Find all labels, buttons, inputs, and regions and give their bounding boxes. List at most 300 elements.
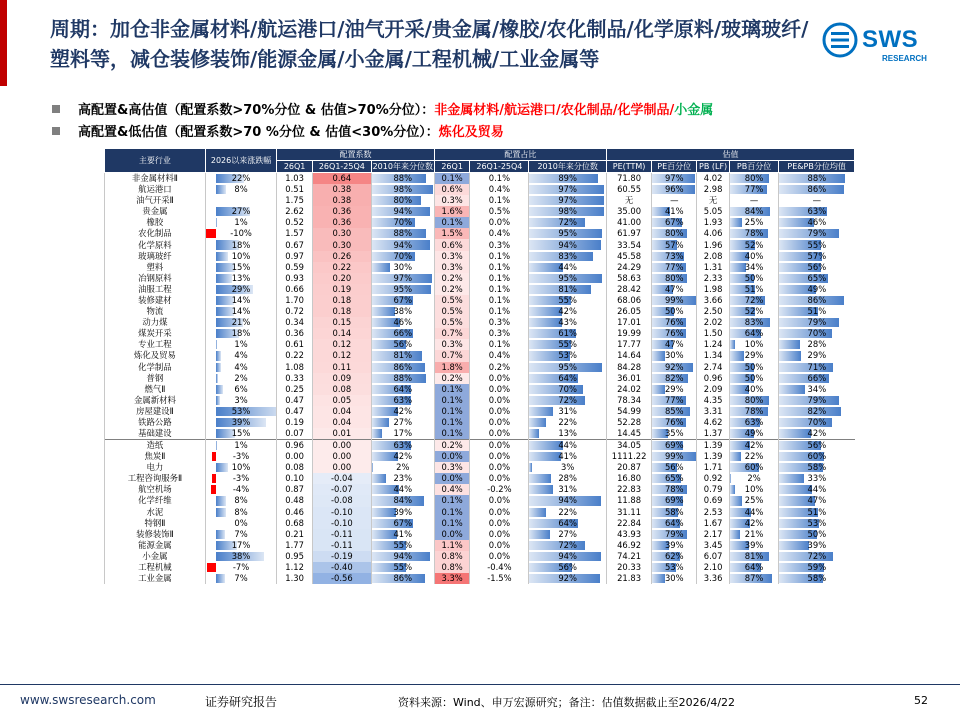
percentile-bar (372, 474, 386, 483)
table-row (105, 228, 855, 239)
cell-value: -10% (230, 228, 252, 239)
cell-value: 0.34 (285, 317, 304, 328)
table-cell (652, 339, 697, 350)
table-cell (470, 573, 529, 584)
cell-value: 52% (744, 306, 764, 317)
cell-value: 36.01 (617, 372, 642, 383)
percentile-bar (529, 307, 561, 316)
cell-value: 11.88 (617, 495, 642, 506)
table-cell (371, 362, 434, 373)
table-cell (277, 562, 313, 573)
cell-value: 0.48 (285, 495, 304, 506)
cell-value: 1.37 (703, 428, 723, 439)
table-cell (277, 484, 313, 495)
table-cell (607, 206, 652, 217)
bullet-red-text: 炼化及贸易 (438, 125, 504, 140)
cell-value: 2.62 (285, 206, 304, 217)
table-cell (652, 440, 697, 452)
subheader-col-10: PE&PB分位均值 (779, 161, 855, 173)
cell-value: 82% (807, 405, 827, 416)
table-cell (729, 339, 778, 350)
cell-value: -0.07 (331, 484, 353, 495)
table-cell (652, 473, 697, 484)
table-cell (779, 295, 855, 306)
cell-value: 95% (558, 272, 577, 283)
table-cell (205, 251, 276, 262)
cell-value: 1.39 (703, 440, 723, 451)
cell-value: 2.98 (703, 184, 723, 195)
table-cell (779, 573, 855, 584)
table-cell (652, 362, 697, 373)
cell-value: 95% (558, 228, 577, 239)
percentile-bar (730, 485, 735, 494)
table-cell (729, 551, 778, 562)
table-cell (697, 339, 730, 350)
table-cell (277, 507, 313, 518)
table-cell (277, 495, 313, 506)
cell-value: 0.0% (488, 550, 511, 561)
table-cell (652, 428, 697, 440)
cell-value: 焦炭Ⅱ (144, 451, 166, 462)
industry-name (105, 339, 206, 350)
table-row (105, 251, 855, 262)
table-cell (434, 317, 470, 328)
table-cell (729, 395, 778, 406)
cell-value: 0.36 (332, 217, 352, 228)
table-cell (371, 339, 434, 350)
table-cell (312, 295, 371, 306)
table-cell (205, 495, 276, 506)
table-row (105, 328, 855, 339)
table-cell (779, 440, 855, 452)
table-cell (779, 451, 855, 462)
table-cell (779, 406, 855, 417)
table-cell (312, 417, 371, 428)
ytd-bar (216, 530, 225, 539)
cell-value: 0.5% (441, 294, 463, 305)
table-cell (779, 262, 855, 273)
cell-value: 化学原料 (138, 239, 172, 250)
cell-value: 0.1% (441, 428, 463, 439)
table-row (105, 195, 855, 206)
table-cell (434, 451, 470, 462)
cell-value: 14.45 (617, 428, 642, 439)
cell-value: 70% (558, 383, 577, 394)
table-cell (470, 507, 529, 518)
table-cell (371, 228, 434, 239)
cell-value: 21% (744, 528, 764, 539)
cell-value: 25% (744, 495, 764, 506)
table-cell (607, 462, 652, 473)
cell-value: 物流 (146, 306, 164, 317)
cell-value: 50% (744, 361, 764, 372)
table-cell (652, 462, 697, 473)
table-cell (529, 518, 607, 529)
cell-value: 0.18 (332, 294, 352, 305)
table-cell (529, 184, 607, 195)
cell-value: 0.1% (488, 283, 511, 294)
table-cell (277, 518, 313, 529)
percentile-bar (529, 429, 539, 438)
cell-value: 71% (807, 361, 827, 372)
table-cell (470, 562, 529, 573)
cell-value: 3.45 (703, 539, 723, 550)
cell-value: 42% (807, 428, 827, 439)
table-cell (277, 462, 313, 473)
cell-value: 0.2% (441, 272, 463, 283)
cell-value: 0.4% (488, 350, 511, 361)
table-cell (779, 228, 855, 239)
cell-value: 79% (807, 394, 827, 405)
table-cell (371, 317, 434, 328)
bullet-high-low (52, 124, 504, 142)
table-cell (277, 239, 313, 250)
table-cell (371, 273, 434, 284)
industry-name (105, 495, 206, 506)
cell-value: 44% (744, 506, 764, 517)
table-cell (277, 551, 313, 562)
table-cell (652, 484, 697, 495)
header-industry: 主要行业 (105, 149, 206, 173)
table-cell (470, 195, 529, 206)
cell-value: 22.83 (617, 484, 642, 495)
table-cell (779, 540, 855, 551)
table-cell (277, 440, 313, 452)
percentile-bar (529, 485, 553, 494)
table-cell (312, 206, 371, 217)
table-cell (529, 562, 607, 573)
cell-value: 63% (744, 417, 764, 428)
cell-value: 0.46 (285, 506, 304, 517)
table-cell (371, 540, 434, 551)
cell-value: 50% (664, 306, 684, 317)
table-cell (697, 317, 730, 328)
industry-name (105, 462, 206, 473)
cell-value: 化学制品 (138, 361, 172, 372)
table-cell (652, 373, 697, 384)
cell-value: 煤炭开采 (138, 328, 172, 339)
table-row (105, 529, 855, 540)
cell-value: 无 (708, 195, 718, 206)
table-cell (697, 551, 730, 562)
cell-value: 26.05 (617, 306, 642, 317)
table-cell (434, 262, 470, 273)
table-cell (277, 262, 313, 273)
cell-value: 53% (558, 350, 577, 361)
table-cell (529, 573, 607, 584)
ytd-bar (216, 385, 224, 394)
cell-value: 98% (558, 206, 577, 217)
cell-value: 0.92 (703, 473, 723, 484)
table-cell (779, 551, 855, 562)
cell-value: — (670, 195, 679, 206)
percentile-bar (652, 351, 665, 360)
table-cell (652, 173, 697, 185)
cell-value: 89% (558, 173, 577, 183)
cell-value: 0.6% (441, 239, 463, 250)
table-cell (652, 406, 697, 417)
table-cell (277, 350, 313, 361)
table-cell (607, 428, 652, 440)
bullet-green-text: 小金属 (674, 103, 714, 118)
cell-value: 0.12 (332, 350, 352, 361)
table-cell (312, 406, 371, 417)
cell-value: 15% (231, 428, 251, 439)
cell-value: 2.09 (703, 383, 723, 394)
table-cell (652, 562, 697, 573)
table-cell (729, 251, 778, 262)
cell-value: 0.1% (488, 173, 511, 183)
cell-value: 72% (558, 394, 577, 405)
table-cell (470, 384, 529, 395)
cell-value: 73% (664, 250, 684, 261)
cell-value: 42% (393, 405, 413, 416)
table-cell (205, 173, 276, 185)
cell-value: 航运港口 (138, 184, 172, 195)
cell-value: 动力煤 (142, 317, 168, 328)
percentile-bar (372, 263, 391, 272)
cell-value: 0.01 (332, 428, 352, 439)
table-cell (779, 195, 855, 206)
cell-value: 10% (231, 462, 251, 473)
cell-value: — (749, 195, 759, 206)
cell-value: 特钢Ⅱ (144, 517, 166, 528)
cell-value: 97% (393, 272, 413, 283)
table-cell (729, 428, 778, 440)
cell-value: 0.79 (703, 484, 723, 495)
cell-value: 50% (744, 372, 764, 383)
table-cell (312, 217, 371, 228)
cell-value: 42% (744, 440, 764, 451)
table-cell (607, 251, 652, 262)
table-cell (729, 529, 778, 540)
cell-value: 1.5% (441, 228, 463, 239)
cell-value: 41% (558, 451, 577, 462)
title-accent-bar (0, 0, 7, 86)
cell-value: 88% (393, 228, 413, 239)
cell-value: 72% (558, 539, 577, 550)
table-cell (779, 350, 855, 361)
table-cell (371, 484, 434, 495)
table-cell (205, 540, 276, 551)
cell-value: 46% (393, 317, 413, 328)
table-cell (729, 373, 778, 384)
cell-value: 30% (664, 350, 684, 361)
table-cell (729, 484, 778, 495)
cell-value: 0.96 (703, 372, 723, 383)
percentile-bar (372, 418, 389, 427)
industry-name (105, 417, 206, 428)
cell-value: 77% (744, 184, 764, 195)
table-cell (371, 428, 434, 440)
table-cell (371, 184, 434, 195)
table-cell (434, 384, 470, 395)
cell-value: 1.24 (703, 339, 723, 350)
table-cell (779, 462, 855, 473)
cell-value: 0.72 (285, 306, 304, 317)
table-row (105, 473, 855, 484)
table-cell (277, 384, 313, 395)
cell-value: 0.0% (488, 372, 511, 383)
cell-value: 3.66 (703, 294, 723, 305)
ytd-bar (216, 340, 217, 349)
cell-value: 6% (234, 383, 248, 394)
cell-value: 0.67 (285, 239, 304, 250)
cell-value: 18% (231, 239, 251, 250)
cell-value: 70% (807, 417, 827, 428)
percentile-bar (730, 263, 746, 272)
table-cell (697, 195, 730, 206)
table-cell (529, 462, 607, 473)
table-cell (312, 262, 371, 273)
cell-value: 4% (234, 350, 248, 361)
table-cell (529, 362, 607, 373)
table-cell (277, 473, 313, 484)
industry-name (105, 262, 206, 273)
ytd-bar (216, 508, 226, 517)
ytd-neg-bar (212, 452, 216, 461)
cell-value: -1.5% (487, 573, 512, 584)
table-cell (312, 228, 371, 239)
table-cell (529, 228, 607, 239)
cell-value: 70% (393, 217, 413, 228)
cell-value: 94% (393, 206, 413, 217)
cell-value: 60% (807, 451, 827, 462)
cell-value: 79% (664, 528, 684, 539)
cell-value: 0.2% (441, 283, 463, 294)
table-cell (697, 362, 730, 373)
percentile-bar (652, 574, 665, 583)
table-cell (779, 184, 855, 195)
table-cell (470, 273, 529, 284)
table-cell (470, 239, 529, 250)
table-cell (470, 451, 529, 462)
ytd-bar (216, 441, 217, 450)
cell-value: 0.64 (332, 173, 352, 183)
table-cell (529, 451, 607, 462)
cell-value: 56% (807, 261, 827, 272)
percentile-bar (529, 463, 531, 472)
cell-value: 33% (807, 473, 827, 484)
table-cell (277, 284, 313, 295)
cell-value: 47% (664, 283, 684, 294)
table-cell (312, 362, 371, 373)
cell-value: 0.1% (441, 217, 463, 228)
table-cell (697, 350, 730, 361)
cell-value: 贵金属 (142, 206, 168, 217)
cell-value: 64% (393, 383, 413, 394)
table-cell (434, 195, 470, 206)
bullet-high-high (52, 102, 713, 120)
cell-value: 0.0% (488, 417, 511, 428)
cell-value: 25% (744, 217, 764, 228)
table-cell (607, 540, 652, 551)
cell-value: 50% (744, 272, 764, 283)
footer-website[interactable]: www.swsresearch.com (20, 693, 156, 707)
cell-value: 81% (558, 283, 577, 294)
table-cell (205, 317, 276, 328)
cell-value: 0.2% (441, 440, 463, 451)
table-cell (371, 529, 434, 540)
header-ytd-change: 2026以来涨跌幅 (205, 149, 276, 173)
cell-value: 0.59 (285, 261, 304, 272)
industry-name (105, 328, 206, 339)
table-cell (371, 562, 434, 573)
cell-value: 0.93 (285, 272, 304, 283)
table-cell (470, 529, 529, 540)
table-row (105, 406, 855, 417)
industry-name (105, 284, 206, 295)
subheader-col-0: 26Q1 (277, 161, 313, 173)
percentile-bar (529, 508, 546, 517)
table-cell (312, 562, 371, 573)
cell-value: 电力 (146, 462, 164, 473)
cell-value: 39% (664, 539, 684, 550)
percentile-bar (372, 429, 383, 438)
table-cell (470, 462, 529, 473)
table-cell (607, 440, 652, 452)
cell-value: 2.74 (703, 361, 723, 372)
cell-value: -7% (232, 562, 250, 573)
industry-name (105, 373, 206, 384)
table-cell (607, 495, 652, 506)
cell-value: 38% (393, 306, 413, 317)
industry-name (105, 184, 206, 195)
cell-value: 44% (393, 484, 413, 495)
cell-value: 80% (664, 272, 684, 283)
table-cell (371, 406, 434, 417)
table-cell (205, 562, 276, 573)
cell-value: 22% (558, 417, 577, 428)
cell-value: 68.06 (617, 294, 642, 305)
cell-value: 61.97 (617, 228, 642, 239)
cell-value: 29% (744, 350, 764, 361)
cell-value: 0.25 (285, 383, 304, 394)
cell-value: 76% (664, 317, 684, 328)
cell-value: 49% (807, 283, 827, 294)
table-cell (607, 484, 652, 495)
cell-value: 0.5% (441, 317, 463, 328)
cell-value: 0.09 (332, 372, 352, 383)
cell-value: 86% (393, 573, 413, 584)
table-cell (371, 573, 434, 584)
table-cell (205, 518, 276, 529)
cell-value: 0.14 (332, 328, 352, 339)
table-cell (729, 173, 778, 185)
cell-value: -0.11 (331, 528, 353, 539)
cell-value: 0.22 (285, 350, 304, 361)
cell-value: 14.64 (617, 350, 642, 361)
table-cell (607, 362, 652, 373)
cell-value: -0.04 (331, 473, 353, 484)
industry-name (105, 562, 206, 573)
cell-value: 0.30 (332, 239, 352, 250)
table-cell (729, 406, 778, 417)
table-cell (607, 473, 652, 484)
cell-value: 1.12 (285, 562, 304, 573)
cell-value: -0.56 (331, 573, 353, 584)
cell-value: 0.51 (285, 184, 304, 195)
cell-value: 61% (558, 328, 577, 339)
industry-name (105, 518, 206, 529)
table-cell (371, 473, 434, 484)
cell-value: -0.11 (331, 539, 353, 550)
percentile-bar (529, 452, 560, 461)
cell-value: 0.5% (488, 206, 511, 217)
cell-value: 84% (744, 206, 764, 217)
cell-value: 8% (234, 184, 248, 195)
cell-value: 2.17 (703, 528, 723, 539)
